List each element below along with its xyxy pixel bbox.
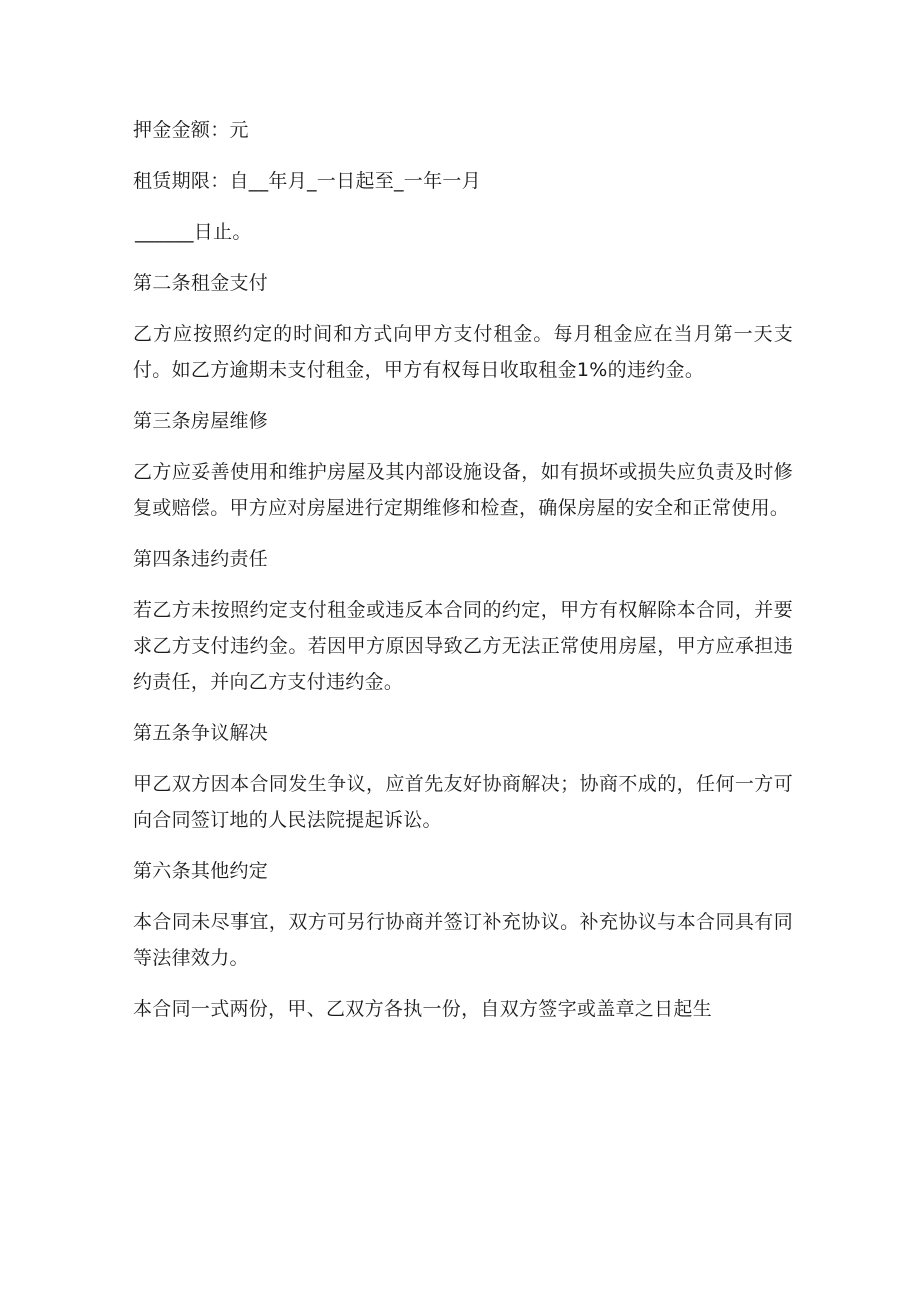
- contract-body: [133, 112, 793, 1042]
- section-body-other-agreements: 本合同未尽事宜，双方可另行协商并签订补充协议。补充协议与本合同具有同等法律效力。: [133, 911, 793, 969]
- section-heading-dispute-resolution: 第五条争议解决: [133, 722, 269, 744]
- lease-term-end-line: ______日止。: [135, 221, 252, 243]
- section-body-house-maintenance: 乙方应妥善使用和维护房屋及其内部设施设备，如有损坏或损失应负责及时修复或赔偿。甲方应对房屋进行定期维修和检查，确保房屋的安全和正常使用。: [133, 461, 793, 519]
- section-heading-other-agreements: 第六条其他约定: [133, 860, 269, 882]
- lease-term-line: 租赁期限：自__年月_一日起至_一年一月: [133, 170, 482, 192]
- section-body-breach-liability: 若乙方未按照约定支付租金或违反本合同的约定，甲方有权解除本合同，并要求乙方支付违约金。若因甲方原因导致乙方无法正常使用房屋，甲方应承担违约责任，并向乙方支付违约金。: [133, 599, 793, 693]
- deposit-amount-line: 押金金额：元: [133, 119, 249, 141]
- section-heading-house-maintenance: 第三条房屋维修: [133, 410, 269, 432]
- closing-line: 本合同一式两份，甲、乙双方各执一份，自双方签字或盖章之日起生: [133, 998, 713, 1020]
- section-heading-rent-payment: 第二条租金支付: [133, 272, 269, 294]
- section-body-dispute-resolution: 甲乙双方因本合同发生争议，应首先友好协商解决；协商不成的，任何一方可向合同签订地的人民法院提起诉讼。: [133, 773, 793, 831]
- section-body-rent-payment: 乙方应按照约定的时间和方式向甲方支付租金。每月租金应在当月第一天支付。如乙方逾期未支付租金，甲方有权每日收取租金1%的违约金。: [133, 323, 793, 381]
- section-heading-breach-liability: 第四条违约责任: [133, 548, 269, 570]
